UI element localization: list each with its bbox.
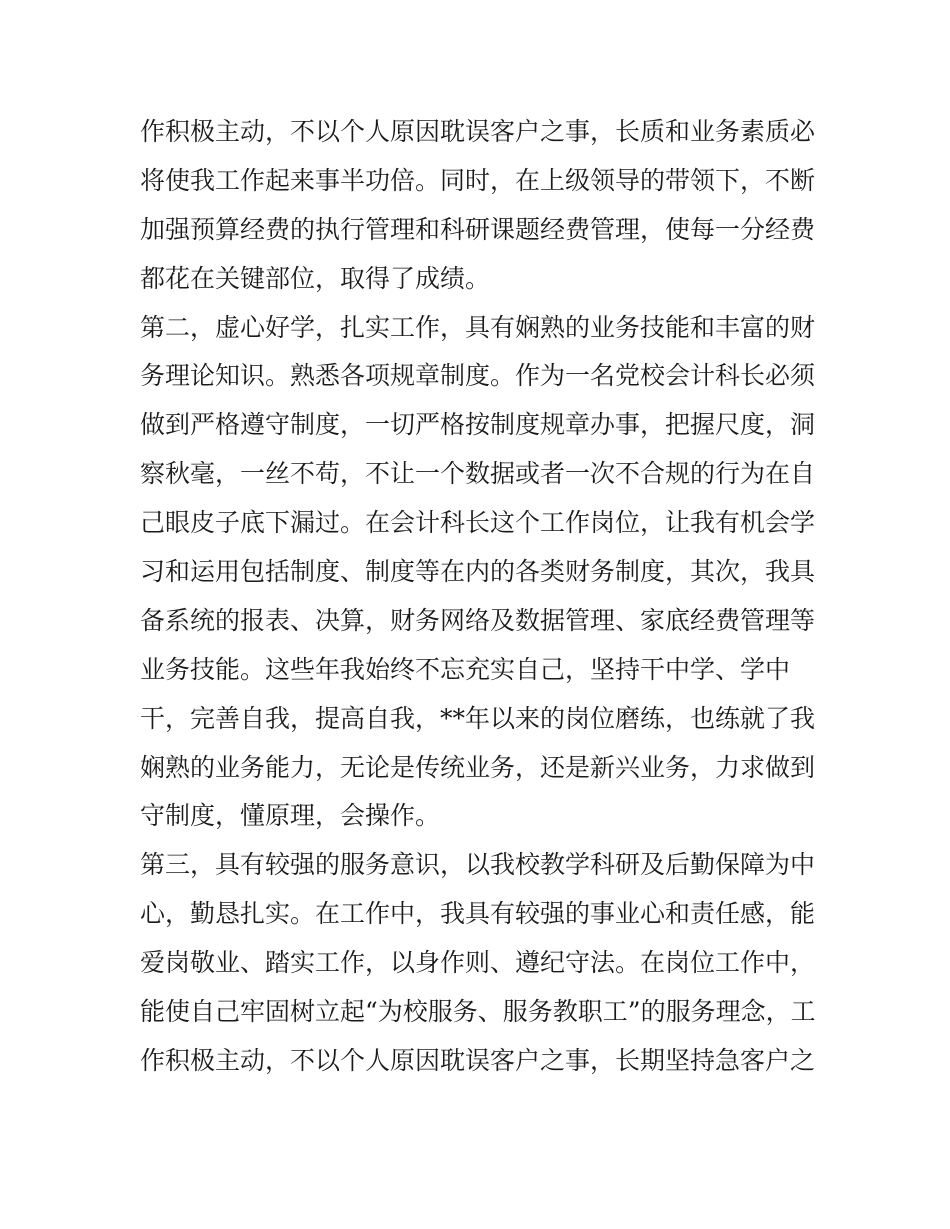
- text-line: 将使我工作起来事半功倍。同时，在上级领导的带领下，不断: [140, 165, 816, 195]
- text-line: 作积极主动，不以个人原因耽误客户之事，长质和业务素质必: [140, 117, 816, 146]
- text-line: 加强预算经费的执行管理和科研课题经费管理，使每一分经费: [140, 214, 816, 244]
- text-line: 务理论知识。熟悉各项规章制度。作为一名党校会计科长必须: [140, 361, 816, 391]
- text-line: 能使自己牢固树立起“为校服务、服务教职工”的服务理念，工: [140, 997, 816, 1027]
- text-line: 习和运用包括制度、制度等在内的各类财务制度，其次，我具: [140, 557, 816, 587]
- text-line: 守制度，懂原理，会操作。: [140, 801, 441, 831]
- text-line: 己眼皮子底下漏过。在会计科长这个工作岗位，让我有机会学: [140, 508, 816, 538]
- text-line: 做到严格遵守制度，一切严格按制度规章办事，把握尺度，洞: [140, 410, 816, 440]
- text-line: 干，完善自我，提高自我，**年以来的岗位磨练，也练就了我: [140, 703, 816, 733]
- text-line: 爱岗敬业、踏实工作，以身作则、遵纪守法。在岗位工作中，: [140, 948, 816, 978]
- text-line: 第二，虚心好学，扎实工作，具有娴熟的业务技能和丰富的财: [140, 312, 816, 342]
- text-line: 业务技能。这些年我始终不忘充实自己，坚持干中学、学中: [140, 654, 791, 684]
- text-line: 第三，具有较强的服务意识，以我校教学科研及后勤保障为中: [140, 850, 816, 880]
- text-line: 都花在关键部位，取得了成绩。: [140, 263, 491, 293]
- text-line: 备系统的报表、决算，财务网络及数据管理、家底经费管理等: [140, 605, 816, 635]
- text-line: 察秋毫，一丝不苟，不让一个数据或者一次不合规的行为在自: [140, 459, 816, 489]
- body-text: [140, 108, 820, 1086]
- text-line: 心，勤恳扎实。在工作中，我具有较强的事业心和责任感，能: [140, 899, 816, 929]
- text-line: 娴熟的业务能力，无论是传统业务，还是新兴业务，力求做到: [140, 752, 816, 782]
- text-line: 作积极主动，不以个人原因耽误客户之事，长期坚持急客户之: [140, 1045, 816, 1075]
